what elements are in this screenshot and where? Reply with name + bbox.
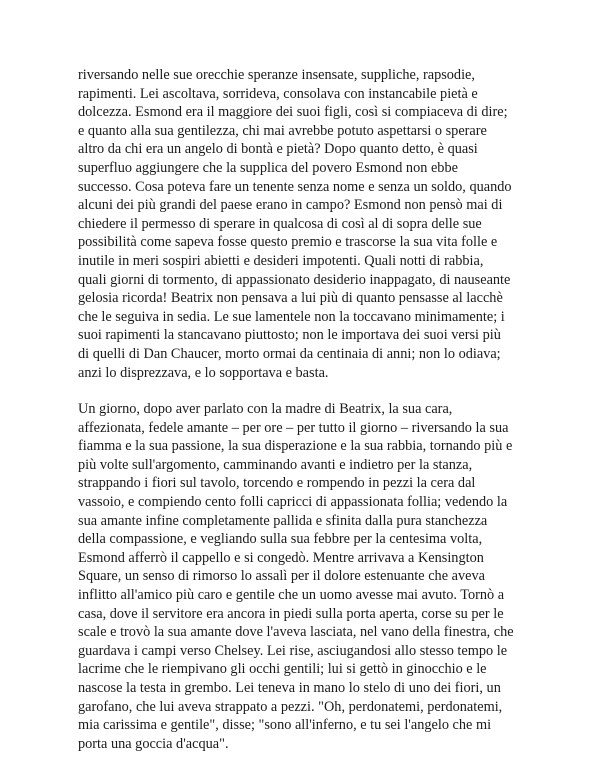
paragraph-1: riversando nelle sue orecchie speranze insensate, suppliche, rapsodie, rapimenti. Lei ascoltava, sorrideva, consolava con instancabile pietà e dolcezza. Esmond era il maggiore dei suoi figli, così si compiaceva di dire; e quanto alla sua gentilezza, chi mai avrebbe potuto aspettarsi o sperare altro da chi era un angelo di bontà e pietà? Dopo quanto detto, è quasi superfluo aggiungere che la supplica del povero Esmond non ebbe successo. Cosa poteva fare un tenente senza nome e senza un soldo, quando alcuni dei più grandi del paese erano in campo? Esmond non pensò mai di chiedere il permesso di sperare in qualcosa di così al di sopra delle sue possibilità come sapeva fosse questo premio e trascorse la sua vita folle e inutile in meri sospiri abietti e desideri impotenti. Quali notti di rabbia, quali giorni di tormento, di appassionato desiderio inappagato, di nauseante gelosia ricorda! Beatrix non pensava a lui più di quanto pensasse al lacchè che le seguiva in sedia. Le sue lamentele non la toccavano minimamente; i suoi rapimenti la stancavano piuttosto; non le importava dei suoi versi più di quelli di Dan Chaucer, morto ormai da centinaia di anni; non lo odiava; anzi lo disprezzava, e lo sopportava e basta. xyxy=(78,67,512,381)
paragraph-2: Un giorno, dopo aver parlato con la madre di Beatrix, la sua cara, affezionata, fedele amante – per ore – per tutto il giorno – riversando la sua fiamma e la sua passione, la sua disperazione e la sua rabbia, tornando più e più volte sull'argomento, camminando avanti e indietro per la stanza, strappando i fiori sul tavolo, torcendo e rompendo in pezzi la cera dal vassoio, e compiendo cento folli capricci di appassionata follia; vedendo la sua amante infine completamente pallida e sfinita dalla pura stanchezza della compassione, e vegliando sulla sua febbre per la centesima volta, Esmond afferrò il cappello e si congedò. Mentre arrivava a Kensington Square, un senso di rimorso lo assalì per il dolore estenuante che aveva inflitto all'amico più caro e gentile che un uomo avesse mai avuto. Tornò a casa, dove il servitore era ancora in piedi sulla porta aperta, corse su per le scale e trovò la sua amante dove l'aveva lasciata, nel vano della finestra, che guardava i campi verso Chelsey. Lei rise, asciugandosi allo stesso tempo le lacrime che le riempivano gli occhi gentili; lui si gettò in ginocchio e le nascose la testa in grembo. Lei teneva in mano lo stelo di uno dei fiori, un garofano, che lui aveva strappato a pezzi. "Oh, perdonatemi, perdonatemi, mia carissima e gentile", disse; "sono all'inferno, e tu sei l'angelo che mi porta una goccia d'acqua". xyxy=(78,401,514,752)
text-column xyxy=(78,66,518,753)
